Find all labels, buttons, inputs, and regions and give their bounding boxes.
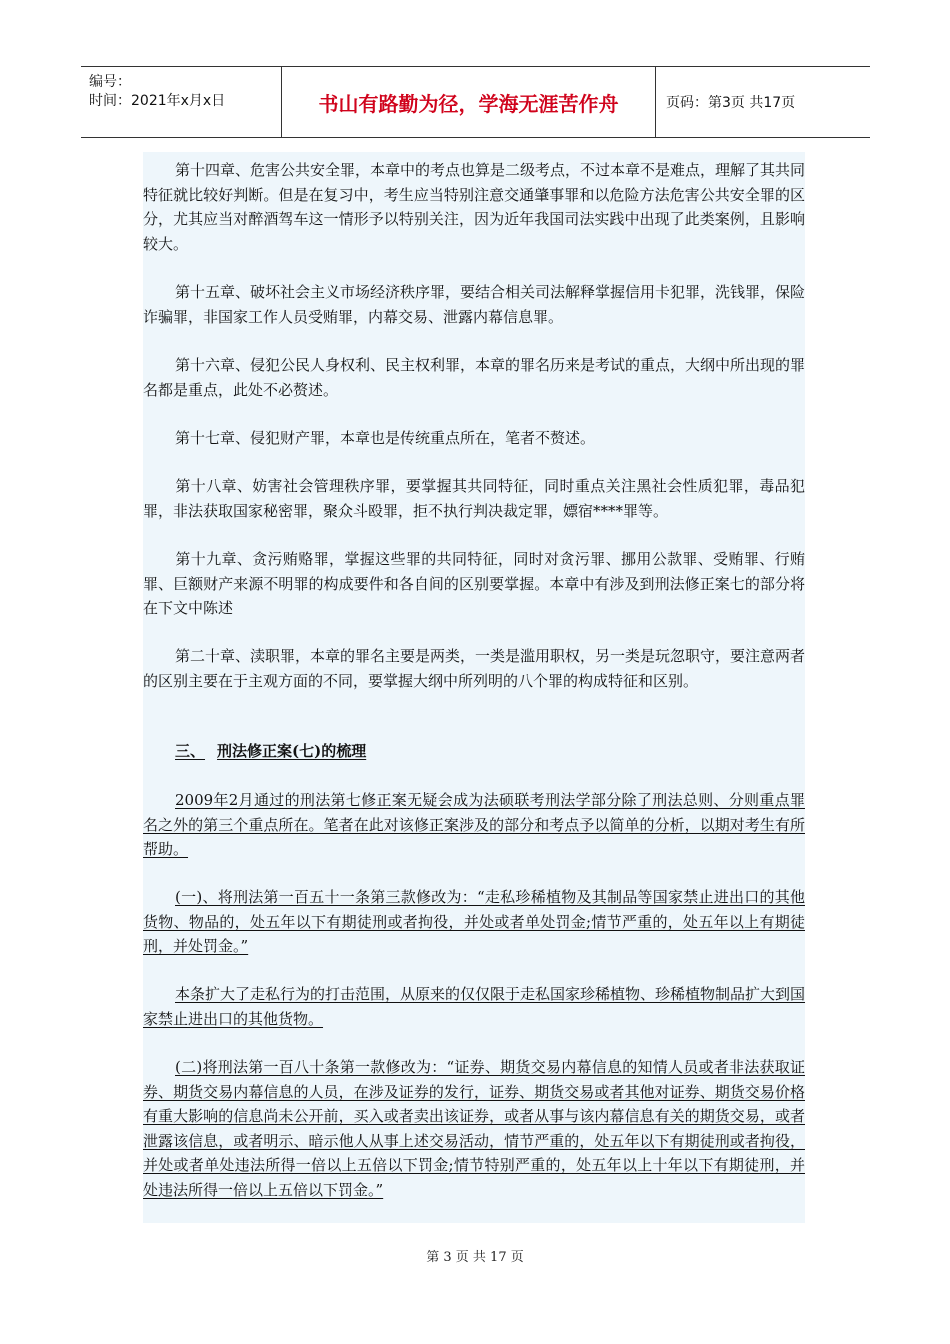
heading-number: 三、 <box>175 742 206 760</box>
paragraph-ch18 <box>143 474 805 523</box>
paragraph-amendment-2 <box>143 1055 805 1202</box>
header-motto: 书山有路勤为径，学海无涯苦作舟 <box>282 67 656 137</box>
paragraph-amendment-1 <box>143 885 805 959</box>
paragraph-text: 第十四章、危害公共安全罪，本章中的考点也算是二级考点，不过本章不是难点，理解了其共同特征就比较好判断。但是在复习中，考生应当特别注意交通肇事罪和以危险方法危害公共安全罪的区分，尤其应当对醉酒驾车这一情形予以特别关注，因为近年我国司法实践中出现了此类案例，且影响较大。 <box>143 161 806 253</box>
paragraph-text: (二)将刑法第一百八十条第一款修改为：“证券、期货交易内幕信息的知情人员或者非法获取证券、期货交易内幕信息的人员，在涉及证券的发行，证券、期货交易或者其他对证券、期货交易价格有重大影响的信息尚未公开前，买入或者卖出该证券，或者从事与该内幕信息有关的期货交易，或者泄露该信息，或者明示、暗示他人从事上述交易活动，情节严重的，处五年以下有期徒刑或者拘役，并处或者单处违法所得一倍以上五倍以下罚金;情节特别严重的，处五年以上十年以下有期徒刑，并处违法所得一倍以上五倍以下罚金。” <box>143 1058 805 1199</box>
paragraph-ch14 <box>143 158 805 256</box>
paragraph-ch16 <box>143 353 805 402</box>
document-body <box>143 152 805 1223</box>
paragraph-text: 第十五章、破坏社会主义市场经济秩序罪，要结合相关司法解释掌握信用卡犯罪，洗钱罪，保险诈骗罪，非国家工作人员受贿罪，内幕交易、泄露内幕信息罪。 <box>143 283 806 326</box>
number-label: 编号： <box>89 74 131 90</box>
paragraph-ch15 <box>143 280 805 329</box>
paragraph-text: 第十七章、侵犯财产罪，本章也是传统重点所在，笔者不赘述。 <box>175 429 596 447</box>
paragraph-text: 第十八章、妨害社会管理秩序罪，要掌握其共同特征，同时重点关注黑社会性质犯罪，毒品犯罪，非法获取国家秘密罪，聚众斗殴罪，拒不执行判决裁定罪，嫖宿****罪等。 <box>143 477 805 520</box>
paragraph-text: 第十六章、侵犯公民人身权利、民主权利罪，本章的罪名历来是考试的重点，大纲中所出现的罪名都是重点，此处不必赘述。 <box>143 356 806 399</box>
paragraph-text: 本条扩大了走私行为的打击范围，从原来的仅仅限于走私国家珍稀植物、珍稀植物制品扩大到国家禁止进出口的其他货物。 <box>143 985 806 1028</box>
paragraph-text: 第二十章、渎职罪，本章的罪名主要是两类，一类是滥用职权，另一类是玩忽职守，要注意两者的区别主要在于主观方面的不同，要掌握大纲中所列明的八个罪的构成特征和区别。 <box>143 647 806 690</box>
paragraph-amendment-intro <box>143 788 805 862</box>
paragraph-text: 第十九章、贪污贿赂罪，掌握这些罪的共同特征，同时对贪污罪、挪用公款罪、受贿罪、行贿罪、巨额财产来源不明罪的构成要件和各自间的区别要掌握。本章中有涉及到刑法修正案七的部分将在下文中陈述 <box>143 550 805 617</box>
header-page-info: 页码：第3页 共17页 <box>666 95 796 111</box>
paragraph-text: (一)、将刑法第一百五十一条第三款修改为：“走私珍稀植物及其制品等国家禁止进出口的其他货物、物品的，处五年以下有期徒刑或者拘役，并处或者单处罚金;情节严重的，处五年以上有期徒刑，并处罚金。” <box>143 888 805 955</box>
paragraph-amendment-1-note <box>143 982 805 1031</box>
paragraph-ch20 <box>143 644 805 693</box>
heading-text: 刑法修正案(七)的梳理 <box>217 742 367 760</box>
paragraph-text: 2009年2月通过的刑法第七修正案无疑会成为法硕联考刑法学部分除了刑法总则、分则重点罪名之外的第三个重点所在。笔者在此对该修正案涉及的部分和考点予以简单的分析，以期对考生有所帮助。 <box>143 791 805 858</box>
page-footer: 第 3 页 共 17 页 <box>426 1250 524 1265</box>
paragraph-ch17 <box>143 426 805 451</box>
page-header <box>81 66 870 138</box>
header-meta <box>81 67 282 137</box>
time-label: 时间：2021年x月x日 <box>89 93 226 109</box>
paragraph-ch19 <box>143 547 805 621</box>
section-heading <box>143 740 366 761</box>
